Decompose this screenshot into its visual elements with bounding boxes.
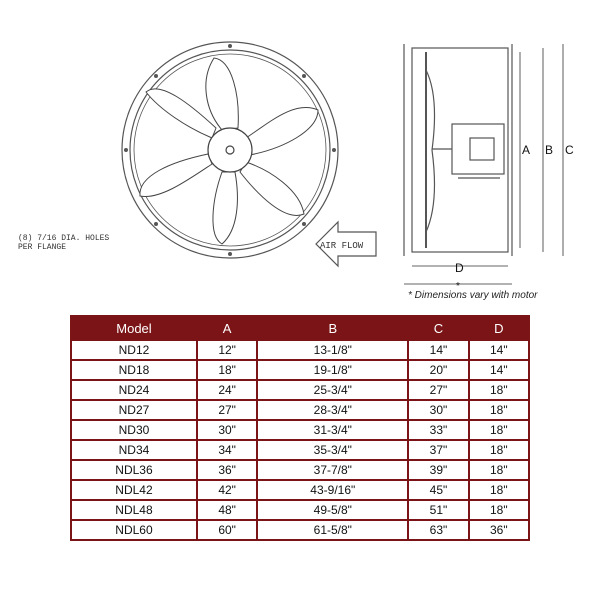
table-cell: 13-1/8"	[258, 341, 407, 359]
table-cell: 39"	[409, 461, 467, 479]
table-cell: 63"	[409, 521, 467, 539]
table-header-row	[72, 317, 528, 339]
table-cell: ND27	[72, 401, 196, 419]
table-cell: NDL36	[72, 461, 196, 479]
table-cell: ND34	[72, 441, 196, 459]
table-cell: 24"	[198, 381, 256, 399]
table-cell: 49-5/8"	[258, 501, 407, 519]
table-cell: 37-7/8"	[258, 461, 407, 479]
dimensions-table	[70, 315, 530, 541]
table-cell: 19-1/8"	[258, 361, 407, 379]
table-cell: 14"	[470, 361, 528, 379]
table-row	[72, 441, 528, 459]
header-d: D	[470, 317, 528, 339]
header-b: B	[258, 317, 407, 339]
table-row	[72, 521, 528, 539]
fan-side-view	[404, 44, 563, 284]
table-cell: 14"	[409, 341, 467, 359]
table-body	[72, 341, 528, 539]
table-cell: 34"	[198, 441, 256, 459]
table-cell: 37"	[409, 441, 467, 459]
flange-note: (8) 7/16 DIA. HOLES PER FLANGE	[18, 234, 110, 252]
airflow-arrow	[316, 222, 376, 266]
table-cell: 45"	[409, 481, 467, 499]
dim-star-label: *	[456, 281, 460, 292]
table-cell: NDL42	[72, 481, 196, 499]
table-cell: 33"	[409, 421, 467, 439]
motor-box	[470, 138, 494, 160]
table-row	[72, 361, 528, 379]
dim-b-label: B	[545, 143, 554, 157]
table-cell: 18"	[470, 461, 528, 479]
table-cell: 36"	[198, 461, 256, 479]
table-cell: 27"	[198, 401, 256, 419]
table-cell: 61-5/8"	[258, 521, 407, 539]
table-cell: 60"	[198, 521, 256, 539]
table-cell: NDL60	[72, 521, 196, 539]
table-cell: 28-3/4"	[258, 401, 407, 419]
table-cell: 18"	[198, 361, 256, 379]
airflow-label: AIR FLOW	[320, 241, 364, 251]
table-cell: ND24	[72, 381, 196, 399]
table-cell: 18"	[470, 381, 528, 399]
table-cell: 18"	[470, 481, 528, 499]
table-cell: 30"	[409, 401, 467, 419]
header-a: A	[198, 317, 256, 339]
table-row	[72, 421, 528, 439]
table-cell: 27"	[409, 381, 467, 399]
table-cell: 31-3/4"	[258, 421, 407, 439]
table-row	[72, 401, 528, 419]
fan-front-view	[122, 42, 338, 258]
table-cell: ND30	[72, 421, 196, 439]
table-cell: ND18	[72, 361, 196, 379]
table-cell: 18"	[470, 441, 528, 459]
table-cell: 30"	[198, 421, 256, 439]
dimensions-footnote: * Dimensions vary with motor	[408, 290, 538, 301]
header-c: C	[409, 317, 467, 339]
table-cell: 14"	[470, 341, 528, 359]
table-cell: 43-9/16"	[258, 481, 407, 499]
table-row	[72, 501, 528, 519]
table-row	[72, 481, 528, 499]
table-row	[72, 341, 528, 359]
dim-d-label: D	[455, 261, 464, 275]
table-cell: 12"	[198, 341, 256, 359]
table-cell: 42"	[198, 481, 256, 499]
table-cell: ND12	[72, 341, 196, 359]
table-row	[72, 381, 528, 399]
table-cell: 18"	[470, 501, 528, 519]
table-cell: 25-3/4"	[258, 381, 407, 399]
table-cell: 20"	[409, 361, 467, 379]
dim-a-label: A	[522, 143, 531, 157]
dim-c-label: C	[565, 143, 574, 157]
table-cell: 18"	[470, 421, 528, 439]
table-row	[72, 461, 528, 479]
table-cell: 51"	[409, 501, 467, 519]
table-cell: 36"	[470, 521, 528, 539]
table-cell: NDL48	[72, 501, 196, 519]
table-cell: 35-3/4"	[258, 441, 407, 459]
table-cell: 48"	[198, 501, 256, 519]
header-model: Model	[72, 317, 196, 339]
table-cell: 18"	[470, 401, 528, 419]
